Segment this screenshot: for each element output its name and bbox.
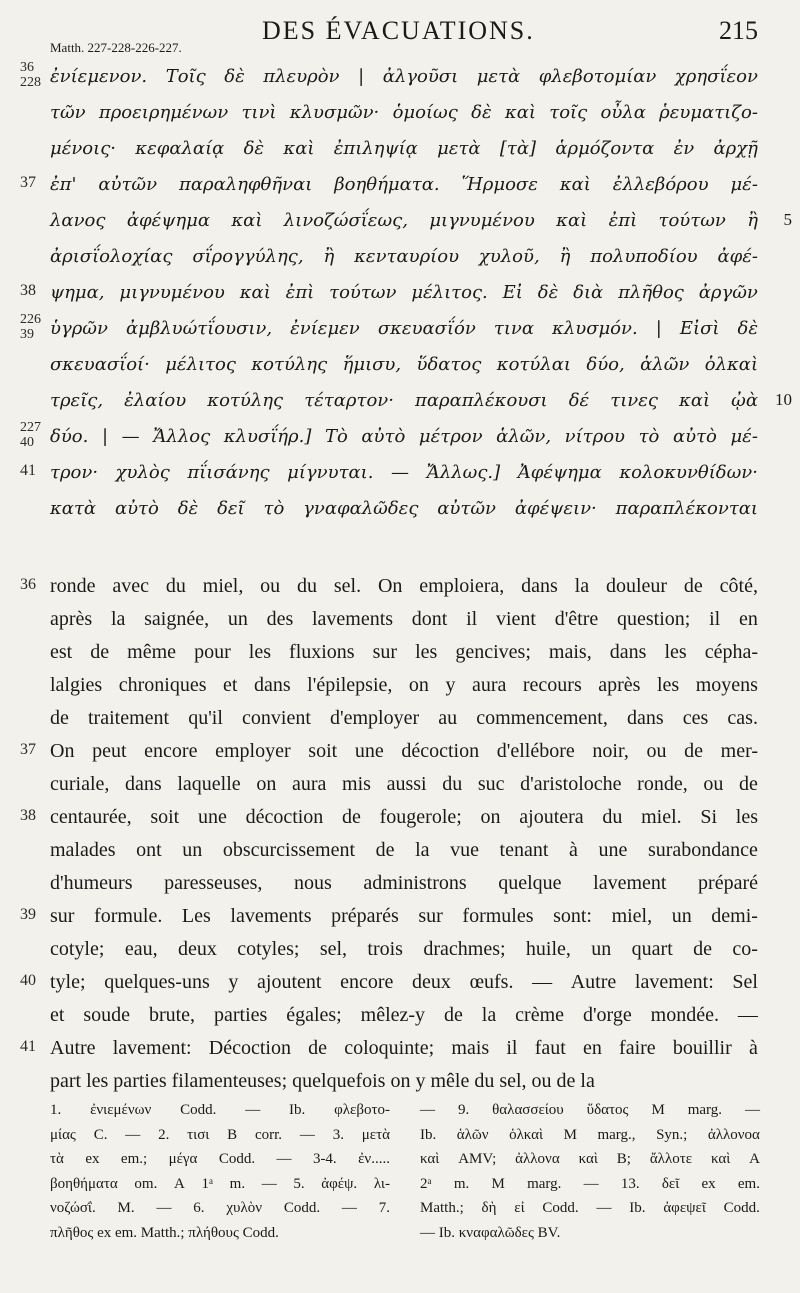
greek-line-text: σκευασΐοί· μέλιτος κοτύλης ἥμισυ, ὕδατος κοτύλαι δύο, ἁλῶν ὁλκαὶ bbox=[50, 354, 758, 375]
french-line-text: après la saignée, un des lavements dont il vient d'être question; il en bbox=[50, 608, 758, 630]
french-line bbox=[0, 702, 800, 735]
edition-reference: Matth. 227-228-226-227. bbox=[50, 40, 182, 55]
line-number: 227 40 bbox=[20, 420, 41, 450]
footnotes-right-column bbox=[420, 1098, 760, 1245]
french-line-text: ronde avec du miel, ou du sel. On emploiera, dans la douleur de côté, bbox=[50, 575, 758, 597]
footnote-line: τὰ ex em.; μέγα Codd. — 3-4. ἐν..... bbox=[50, 1151, 390, 1167]
greek-line-text: ὑγρῶν ἀμβλυώτΐουσιν, ἐνίεμεν σκευασΐόν τινα κλυσμόν. | Εἰσὶ δὲ bbox=[50, 318, 758, 339]
french-line-text: lalgies chroniques et dans l'épilepsie, on y aura recours après les moyens bbox=[50, 674, 758, 696]
line-number: 37 bbox=[20, 174, 36, 191]
line-number: 41 bbox=[20, 1038, 36, 1055]
line-number: 36 bbox=[20, 576, 36, 593]
french-line bbox=[0, 636, 800, 669]
footnote-line: 1. ἐνιεμένων Codd. — Ib. φλεβοτο- bbox=[50, 1102, 390, 1118]
greek-line-text: λανος ἀφέψημα καὶ λινοζώσΐεως, μιγνυμένου καὶ ἐπὶ τούτων ἢ bbox=[50, 210, 758, 231]
line-number: 38 bbox=[20, 807, 36, 824]
french-line-text: malades ont un obscurcissement de la vue tenant à une surabondance bbox=[50, 839, 758, 861]
footnote-line: πλῆθος ex em. Matth.; πλήθους Codd. bbox=[50, 1224, 279, 1241]
french-line-text: Autre lavement: Décoction de coloquinte; mais il faut en faire bouillir à bbox=[50, 1037, 758, 1059]
greek-line bbox=[0, 204, 800, 240]
french-line-text: part les parties filamenteuses; quelquefois on y mêle du sel, ou de la bbox=[50, 1070, 595, 1092]
greek-line bbox=[0, 168, 800, 204]
line-number: 37 bbox=[20, 741, 36, 758]
french-line-text: cotyle; eau, deux cotyles; sel, trois drachmes; huile, un quart de co- bbox=[50, 938, 758, 960]
french-line bbox=[0, 1032, 800, 1065]
greek-line bbox=[0, 492, 800, 528]
greek-line-text: ἐπ' αὐτῶν παραληφθῆναι βοηθήματα. Ἥρμοσε καὶ ἐλλεβόρου μέ- bbox=[50, 174, 758, 195]
line-number: 36 228 bbox=[20, 60, 41, 90]
french-line bbox=[0, 966, 800, 999]
french-line-text: curiale, dans laquelle on aura mis aussi du suc d'aristoloche ronde, ou de bbox=[50, 773, 758, 795]
greek-line bbox=[0, 312, 800, 348]
french-line bbox=[0, 801, 800, 834]
french-line bbox=[0, 933, 800, 966]
french-line-text: et soude brute, parties égales; mêlez-y de la crème d'orge mondée. — bbox=[50, 1004, 758, 1026]
footnote-line: καὶ AMV; ἀλλονα καὶ B; ἄλλοτε καὶ A bbox=[420, 1151, 760, 1167]
greek-line-text: ἀρισΐολοχίας σΐρογγύλης, ἢ κενταυρίου χυλοῦ, ἢ πολυποδίου ἀφέ- bbox=[50, 246, 758, 267]
greek-line-text: κατὰ αὐτὸ δὲ δεῖ τὸ γναφαλῶδες αὐτῶν ἀφέψειν· παραπλέκονται bbox=[50, 498, 758, 519]
french-line-text: d'humeurs paresseuses, nous administrons quelque lavement préparé bbox=[50, 872, 758, 894]
french-line-text: centaurée, soit une décoction de fougerole; on ajoutera du miel. Si les bbox=[50, 806, 758, 828]
footnote-line: μίας C. — 2. τισι B corr. — 3. μετὰ bbox=[50, 1126, 390, 1143]
greek-line bbox=[0, 456, 800, 492]
greek-line bbox=[0, 60, 800, 96]
greek-line bbox=[0, 420, 800, 456]
margin-line-count: 5 bbox=[783, 210, 792, 229]
greek-line bbox=[0, 96, 800, 132]
footnotes-left-column bbox=[50, 1098, 390, 1245]
greek-line-text: ἐνίεμενον. Τοῖς δὲ πλευρὸν | ἀλγοῦσι μετὰ φλεβοτομίαν χρησΐεον bbox=[50, 66, 758, 87]
french-line bbox=[0, 735, 800, 768]
footnote-line: βοηθήματα om. A 1ᵃ m. — 5. ἀφέψ. λι- bbox=[50, 1175, 390, 1192]
french-translation bbox=[0, 570, 800, 1098]
greek-text bbox=[0, 60, 800, 528]
line-number: 38 bbox=[20, 282, 36, 299]
footnote-line: — 9. θαλασσείου ὕδατος M marg. — bbox=[420, 1102, 760, 1118]
french-line bbox=[0, 1065, 800, 1098]
french-line bbox=[0, 669, 800, 702]
line-number: 41 bbox=[20, 462, 36, 479]
page-number: 215 bbox=[719, 16, 758, 45]
line-number: 40 bbox=[20, 972, 36, 989]
greek-line bbox=[0, 348, 800, 384]
greek-line-text: ψημα, μιγνυμένου καὶ ἐπὶ τούτων μέλιτος. Εἰ δὲ διὰ πλῆθος ἀργῶν bbox=[50, 282, 758, 303]
greek-line-text: μένοις· κεφαλαίᾳ δὲ καὶ ἐπιληψίᾳ μετὰ [τὰ] ἁρμόζοντα ἐν ἀρχῇ bbox=[50, 138, 758, 159]
greek-line bbox=[0, 276, 800, 312]
french-line-text: On peut encore employer soit une décoction d'ellébore noir, ou de mer- bbox=[50, 740, 758, 762]
footnote-line: νοζώσΐ. M. — 6. χυλὸν Codd. — 7. bbox=[50, 1200, 390, 1216]
margin-line-count: 10 bbox=[775, 390, 792, 409]
french-line-text: est de même pour les fluxions sur les gencives; mais, dans les cépha- bbox=[50, 641, 758, 663]
greek-line bbox=[0, 132, 800, 168]
footnote-line: Matth.; δὴ εἰ Codd. — Ib. ἀφεψεῖ Codd. bbox=[420, 1200, 760, 1216]
french-line-text: de traitement qu'il convient d'employer au commencement, dans ces cas. bbox=[50, 707, 758, 729]
footnote-line: 2ᵃ m. M marg. — 13. δεῖ ex em. bbox=[420, 1175, 760, 1192]
french-line bbox=[0, 570, 800, 603]
greek-line-text: τῶν προειρημένων τινὶ κλυσμῶν· ὁμοίως δὲ καὶ τοῖς οὖλα ῥευματιζο- bbox=[50, 102, 758, 123]
greek-line bbox=[0, 384, 800, 420]
french-line bbox=[0, 603, 800, 636]
page-title: DES ÉVACUATIONS. bbox=[262, 16, 535, 45]
greek-line-text: τρον· χυλὸς πΐισάνης μίγνυται. — Ἄλλως.] Ἀφέψημα κολοκυνθίδων· bbox=[50, 462, 758, 483]
line-number: 226 39 bbox=[20, 312, 41, 342]
french-line-text: tyle; quelques-uns y ajoutent encore deux œufs. — Autre lavement: Sel bbox=[50, 971, 758, 993]
footnote-line: — Ib. κναφαλῶδες BV. bbox=[420, 1224, 561, 1241]
line-number: 39 bbox=[20, 906, 36, 923]
greek-line bbox=[0, 240, 800, 276]
french-line bbox=[0, 768, 800, 801]
french-line bbox=[0, 867, 800, 900]
greek-line-text: δύο. | — Ἄλλος κλυσΐήρ.] Τὸ αὐτὸ μέτρον ἁλῶν, νίτρου τὸ αὐτὸ μέ- bbox=[50, 426, 758, 447]
french-line bbox=[0, 834, 800, 867]
footnote-line: Ib. ἁλῶν ὁλκαὶ M marg., Syn.; ἀλλονοα bbox=[420, 1126, 760, 1143]
footnotes bbox=[50, 1098, 760, 1245]
french-line bbox=[0, 900, 800, 933]
french-line-text: sur formule. Les lavements préparés sur formules sont: miel, un demi- bbox=[50, 905, 758, 927]
greek-line-text: τρεῖς, ἐλαίου κοτύλης τέταρτον· παραπλέκουσι δέ τινες καὶ ᾠὰ bbox=[50, 390, 758, 411]
french-line bbox=[0, 999, 800, 1032]
